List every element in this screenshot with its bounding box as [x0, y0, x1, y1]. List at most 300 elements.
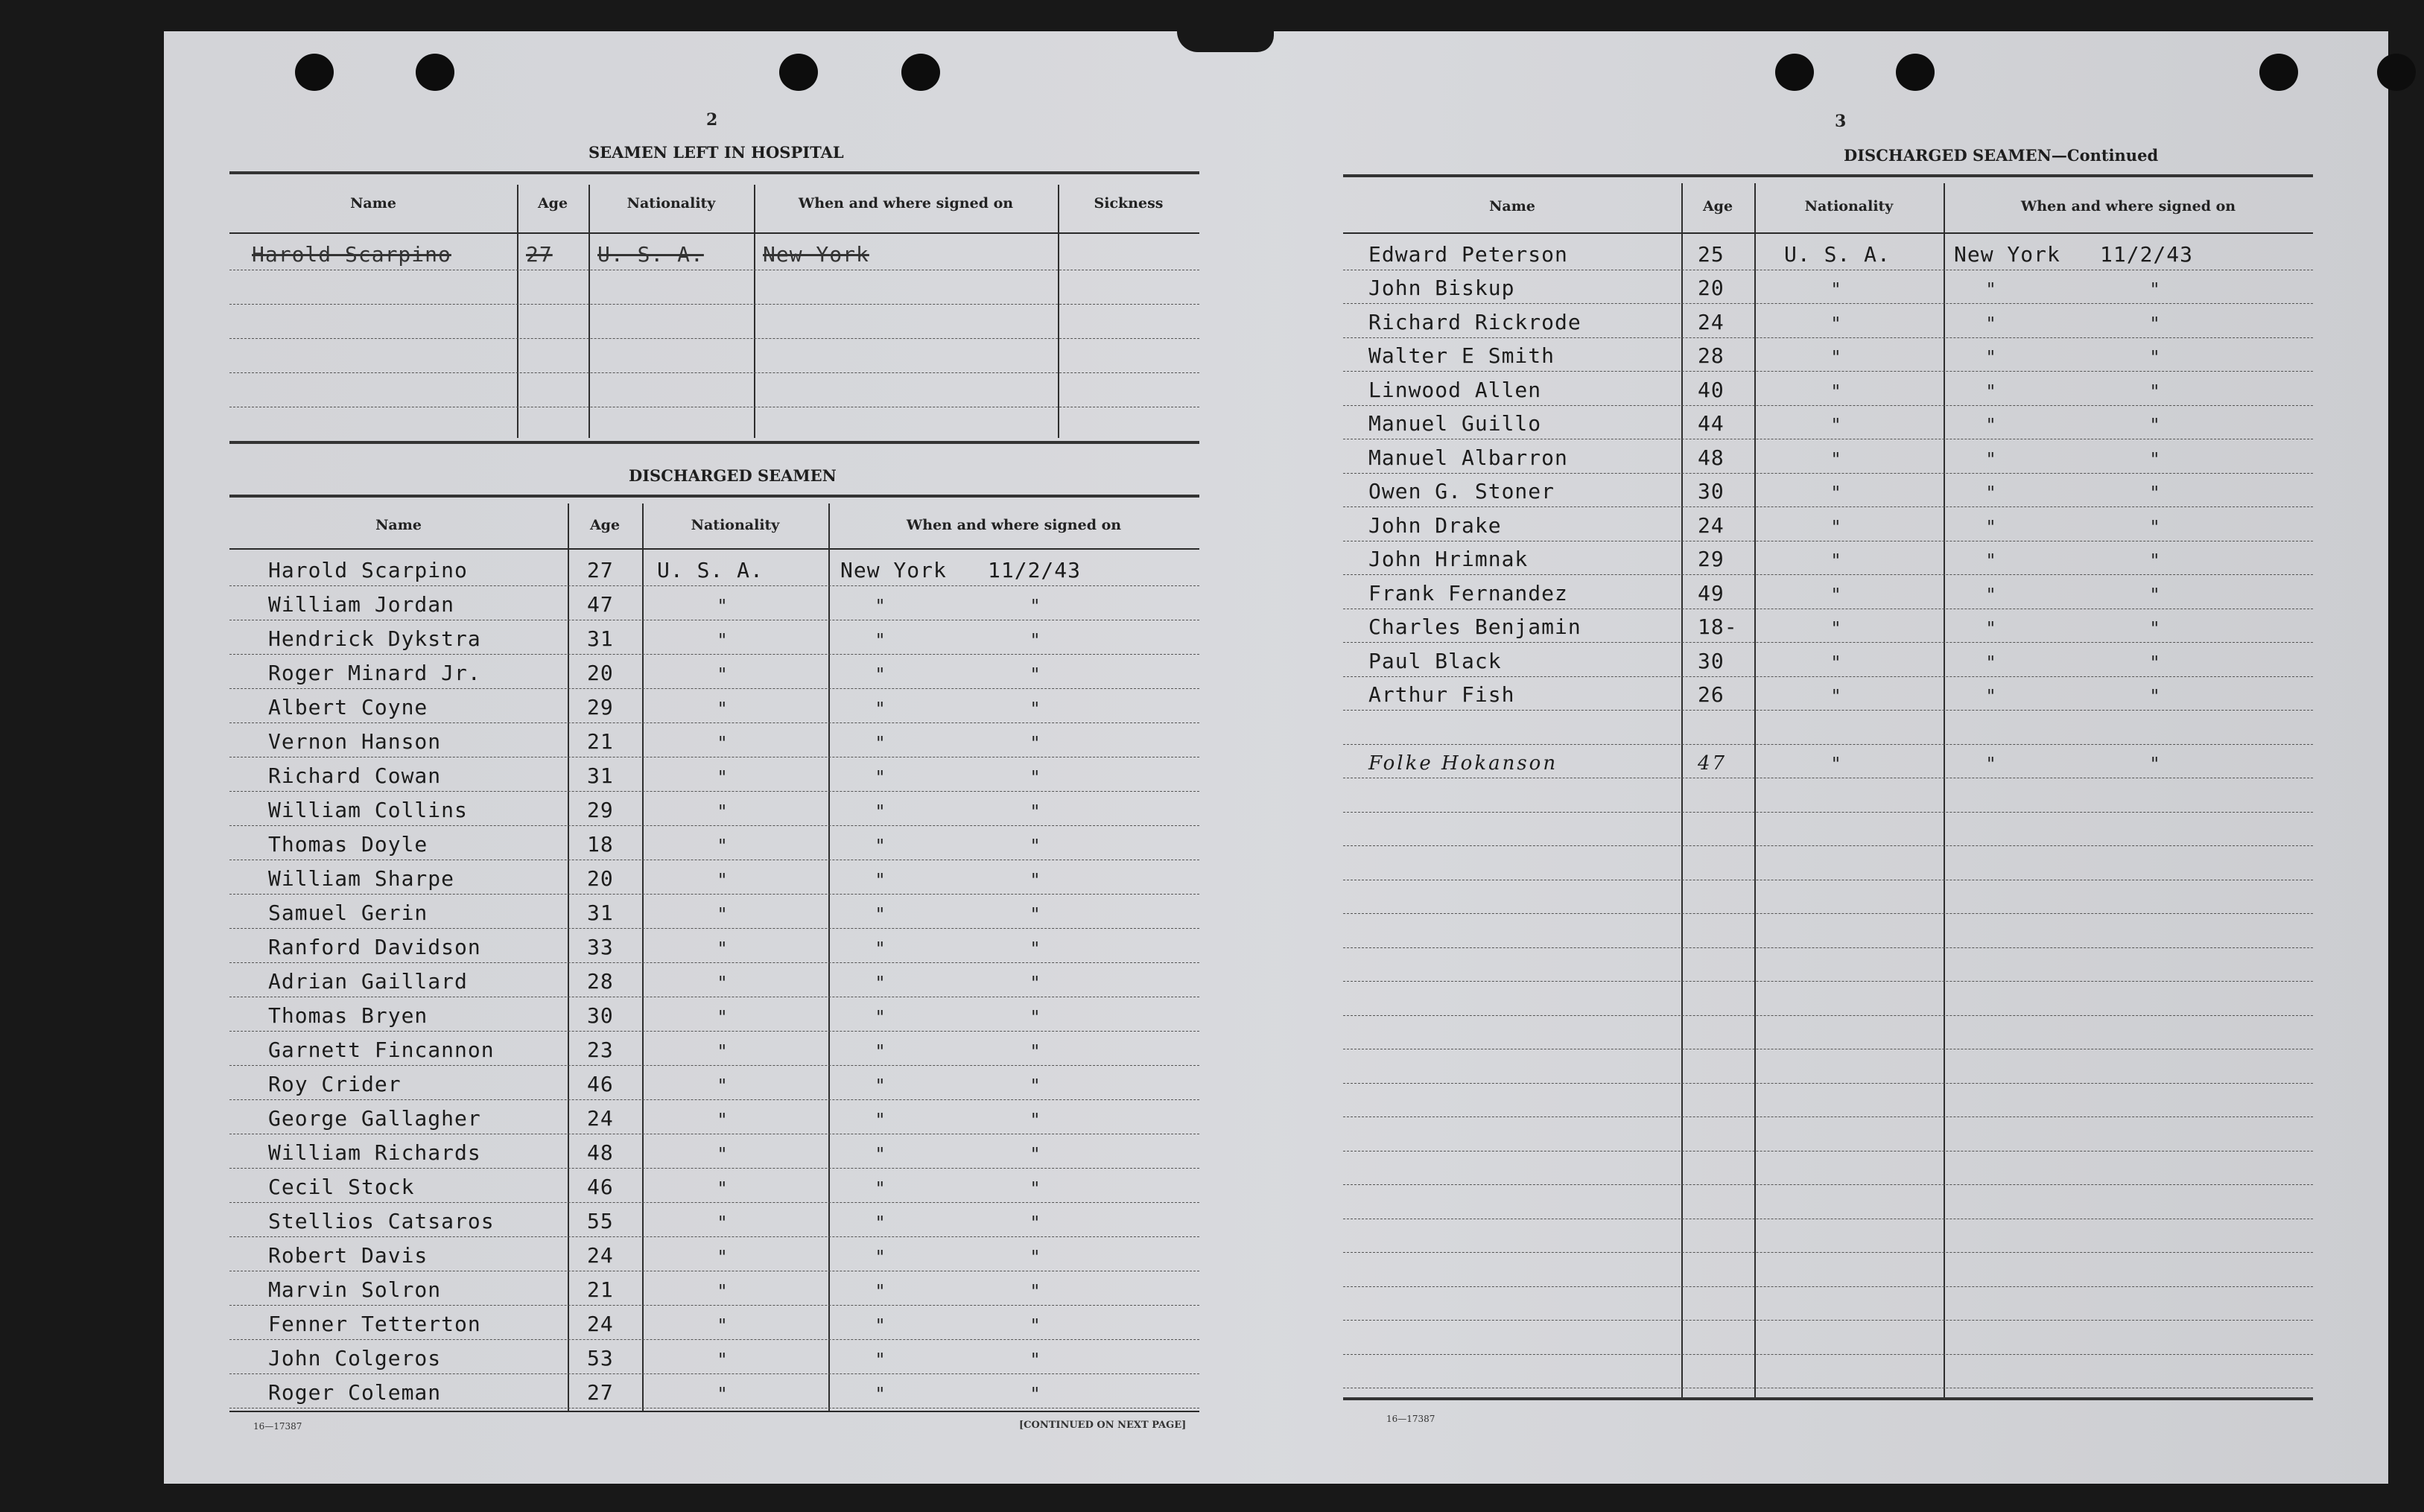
seaman-name: Owen G. Stoner — [1368, 479, 1555, 504]
signed-on-place: " — [876, 733, 886, 754]
column-header-age: Age — [1702, 198, 1733, 215]
seaman-nationality: " — [718, 596, 728, 617]
seaman-nationality: " — [718, 630, 728, 651]
seaman-nationality: U. S. A. — [597, 242, 704, 267]
seaman-age: 29 — [1698, 547, 1725, 571]
signed-on-date: " — [2151, 448, 2160, 470]
table-row — [1343, 270, 2313, 305]
signed-on-place: " — [1987, 618, 1996, 639]
table-row — [1343, 541, 2313, 576]
seaman-nationality: " — [718, 664, 728, 685]
seaman-nationality: " — [718, 1281, 728, 1302]
table-row — [229, 304, 1199, 339]
table-row — [229, 1305, 1199, 1340]
signed-on-date: 11/2/43 — [2100, 241, 2194, 267]
seaman-nationality: " — [718, 767, 728, 788]
signed-on-date: " — [2151, 754, 2160, 775]
seaman-age: 47 — [587, 592, 614, 617]
table-row — [1343, 303, 2313, 338]
signed-on-date: " — [1031, 1144, 1041, 1165]
table-row — [229, 791, 1199, 826]
seaman-nationality: " — [718, 1110, 728, 1131]
seaman-name: Richard Cowan — [268, 763, 442, 788]
signed-on-date: " — [1031, 1247, 1041, 1268]
seaman-name: Stellios Catsaros — [268, 1209, 495, 1233]
table-row — [1343, 1320, 2313, 1355]
punch-hole — [416, 54, 454, 91]
table-row — [1343, 506, 2313, 541]
signed-on-date: " — [2151, 415, 2160, 436]
scanned-document — [164, 31, 2388, 1484]
seaman-nationality: " — [718, 870, 728, 891]
punch-hole — [779, 54, 818, 91]
table-row — [229, 1271, 1199, 1306]
seaman-nationality: " — [718, 1076, 728, 1096]
seaman-name: Robert Davis — [268, 1243, 428, 1268]
seaman-age: 23 — [587, 1038, 614, 1062]
table-row — [1343, 235, 2313, 270]
signed-on-place: " — [1987, 483, 1996, 504]
seaman-age: 40 — [1698, 377, 1725, 402]
seaman-name: George Gallagher — [268, 1106, 481, 1131]
seaman-name: Harold Scarpino — [268, 558, 468, 582]
seaman-name: Thomas Bryen — [268, 1003, 428, 1028]
table-row — [1343, 676, 2313, 711]
seaman-nationality: " — [1832, 754, 1841, 775]
seaman-nationality: " — [718, 1213, 728, 1233]
paper-tear — [1177, 31, 1274, 52]
table-row — [229, 1065, 1199, 1100]
column-header-age: Age — [537, 195, 568, 212]
signed-on-date: " — [2151, 347, 2160, 368]
seaman-name: Roger Coleman — [268, 1380, 442, 1405]
punch-hole — [2377, 54, 2416, 91]
column-header-signed-on: When and where signed on — [2020, 198, 2236, 215]
signed-on-place: " — [1987, 754, 1996, 775]
table-row — [1343, 574, 2313, 609]
signed-on-place: " — [1987, 516, 1996, 538]
table-bottom-rule — [229, 1411, 1199, 1412]
table-row — [1343, 1252, 2313, 1287]
column-header-name: Name — [1489, 198, 1535, 215]
table-bottom-rule — [229, 441, 1199, 444]
signed-on-place: " — [1987, 686, 1996, 707]
seaman-age: 27 — [587, 558, 614, 582]
signed-on-place: " — [876, 1076, 886, 1096]
signed-on-date: " — [1031, 1007, 1041, 1028]
table-row — [229, 757, 1199, 792]
seaman-nationality: " — [718, 1350, 728, 1370]
signed-on-place: " — [876, 1110, 886, 1131]
seaman-name: Linwood Allen — [1368, 377, 1542, 402]
table-row — [229, 997, 1199, 1032]
left-page — [164, 31, 1276, 1484]
table-row — [229, 270, 1199, 305]
signed-on-place: " — [876, 1350, 886, 1370]
seaman-age: 44 — [1698, 411, 1725, 436]
signed-on-place: " — [876, 1144, 886, 1165]
signed-on-date: " — [1031, 1076, 1041, 1096]
column-header-signed-on: When and where signed on — [798, 195, 1014, 212]
table-row — [229, 928, 1199, 963]
signed-on-date: " — [1031, 733, 1041, 754]
seaman-nationality: " — [718, 699, 728, 720]
page-number: 2 — [706, 110, 718, 130]
signed-on-date: " — [1031, 1041, 1041, 1062]
seaman-nationality: " — [718, 836, 728, 857]
signed-on-date: " — [2151, 313, 2160, 334]
table-row — [1343, 609, 2313, 644]
signed-on-place: " — [1987, 313, 1996, 334]
seaman-name: Marvin Solron — [268, 1277, 442, 1302]
seaman-age: 29 — [587, 695, 614, 720]
seaman-name: Ranford Davidson — [268, 935, 481, 959]
discharged-table — [229, 495, 1199, 1412]
seaman-age: 47 — [1698, 752, 1727, 775]
table-row — [229, 1236, 1199, 1271]
signed-on-place: " — [1987, 347, 1996, 368]
table-row — [1343, 1083, 2313, 1118]
seaman-nationality: " — [1832, 381, 1841, 402]
seaman-age: 33 — [587, 935, 614, 959]
seaman-nationality: " — [1832, 279, 1841, 300]
seaman-age: 24 — [587, 1312, 614, 1336]
signed-on-date: " — [2151, 516, 2160, 538]
table-row — [229, 688, 1199, 723]
column-header-signed-on: When and where signed on — [906, 517, 1122, 533]
signed-on-date: " — [2151, 381, 2160, 402]
seaman-nationality: " — [718, 938, 728, 959]
table-row — [229, 1202, 1199, 1237]
signed-on-place: " — [876, 1384, 886, 1405]
seaman-age: 21 — [587, 1277, 614, 1302]
discharged-section-title: DISCHARGED SEAMEN — [629, 466, 837, 485]
seaman-nationality: " — [1832, 313, 1841, 334]
seaman-name: John Drake — [1368, 512, 1502, 538]
signed-on-place: " — [876, 1178, 886, 1199]
seaman-name: Hendrick Dykstra — [268, 626, 481, 651]
seaman-age: 48 — [587, 1140, 614, 1165]
signed-on-place: " — [876, 664, 886, 685]
table-row — [1343, 371, 2313, 406]
seaman-nationality: " — [1832, 584, 1841, 606]
seaman-nationality: " — [1832, 686, 1841, 707]
table-row — [1343, 1286, 2313, 1321]
column-header-name: Name — [350, 195, 396, 212]
signed-on-place: " — [876, 630, 886, 651]
seaman-name: Adrian Gaillard — [268, 969, 468, 994]
signed-on-date: " — [1031, 1110, 1041, 1131]
table-row — [1343, 913, 2313, 948]
signed-on-place: " — [876, 836, 886, 857]
seaman-name: Walter E Smith — [1368, 343, 1555, 368]
seaman-age: 46 — [587, 1072, 614, 1096]
seaman-age: 20 — [587, 661, 614, 685]
punch-hole — [2259, 54, 2298, 91]
seaman-age: 31 — [587, 626, 614, 651]
signed-on-date: " — [2151, 584, 2160, 606]
table-top-rule — [229, 495, 1199, 498]
signed-on-date: " — [2151, 686, 2160, 707]
signed-on-place: " — [876, 699, 886, 720]
table-row — [229, 585, 1199, 620]
table-row — [229, 1373, 1199, 1408]
seaman-name: William Sharpe — [268, 866, 455, 891]
table-row — [229, 894, 1199, 929]
right-page — [1276, 31, 2388, 1484]
seaman-age: 30 — [1698, 648, 1725, 673]
hospital-section-title: SEAMEN LEFT IN HOSPITAL — [588, 143, 844, 162]
table-row — [1343, 845, 2313, 880]
signed-on-place: " — [876, 938, 886, 959]
table-row — [1343, 981, 2313, 1016]
seaman-name: Manuel Albarron — [1368, 445, 1568, 470]
seaman-name: Garnett Fincannon — [268, 1038, 495, 1062]
seaman-nationality: " — [718, 1384, 728, 1405]
signed-on-place: " — [1987, 550, 1996, 571]
punch-hole — [901, 54, 940, 91]
signed-on-place: " — [876, 1247, 886, 1268]
column-header-age: Age — [589, 517, 621, 533]
table-row — [1343, 1015, 2313, 1050]
signed-on-place: " — [876, 767, 886, 788]
seaman-age: 30 — [1698, 479, 1725, 504]
table-row — [1343, 642, 2313, 677]
signed-on-place: " — [876, 1007, 886, 1028]
table-row — [1343, 439, 2313, 474]
signed-on-date: " — [1031, 1350, 1041, 1370]
seaman-nationality: " — [1832, 347, 1841, 368]
seaman-nationality: " — [1832, 652, 1841, 673]
signed-on-place: " — [1987, 584, 1996, 606]
table-row — [229, 1099, 1199, 1134]
table-row — [1343, 1116, 2313, 1152]
signed-on-place: " — [1987, 279, 1996, 300]
seaman-name: Edward Peterson — [1368, 241, 1568, 267]
signed-on-place: " — [876, 973, 886, 994]
table-row — [229, 1168, 1199, 1203]
seaman-age: 27 — [526, 242, 553, 267]
discharged-continued-title: DISCHARGED SEAMEN—Continued — [1844, 146, 2159, 165]
seaman-age: 28 — [587, 969, 614, 994]
seaman-name: Harold Scarpino — [252, 242, 451, 267]
seaman-age: 20 — [587, 866, 614, 891]
header-rule — [229, 548, 1199, 550]
signed-on-place: " — [876, 801, 886, 822]
signed-on-date: " — [2151, 652, 2160, 673]
signed-on-date: " — [1031, 870, 1041, 891]
signed-on-place: " — [876, 596, 886, 617]
signed-on-place: " — [876, 1041, 886, 1062]
signed-on-date: " — [1031, 1315, 1041, 1336]
seaman-age: 31 — [587, 900, 614, 925]
seaman-name: Samuel Gerin — [268, 900, 428, 925]
seaman-nationality: " — [718, 1007, 728, 1028]
seaman-name: William Jordan — [268, 592, 455, 617]
seaman-nationality: " — [718, 1144, 728, 1165]
seaman-nationality: " — [1832, 415, 1841, 436]
table-row — [229, 825, 1199, 860]
seaman-name: John Hrimnak — [1368, 547, 1529, 571]
table-row — [229, 654, 1199, 689]
seaman-name: John Biskup — [1368, 276, 1515, 300]
form-code: 16—17387 — [253, 1421, 302, 1432]
signed-on-place: " — [876, 870, 886, 891]
table-row — [1343, 1184, 2313, 1219]
signed-on-place: " — [876, 1281, 886, 1302]
seaman-nationality: " — [718, 1315, 728, 1336]
seaman-name: Vernon Hanson — [268, 729, 442, 754]
seaman-name: Fenner Tetterton — [268, 1312, 481, 1336]
table-row — [229, 962, 1199, 997]
seaman-age: 49 — [1698, 580, 1725, 606]
page-number: 3 — [1835, 112, 1847, 131]
table-row — [229, 235, 1199, 270]
seaman-name: Manuel Guillo — [1368, 411, 1542, 436]
signed-on-place: " — [1987, 415, 1996, 436]
table-row — [1343, 337, 2313, 372]
table-row — [1343, 812, 2313, 847]
seaman-name: William Collins — [268, 798, 468, 822]
table-row — [229, 1031, 1199, 1066]
table-row — [229, 860, 1199, 895]
signed-on-date: " — [1031, 664, 1041, 685]
seaman-nationality: " — [718, 1247, 728, 1268]
seaman-age: 25 — [1698, 241, 1725, 267]
seaman-age: 46 — [587, 1175, 614, 1199]
signed-on-date: " — [1031, 1281, 1041, 1302]
seaman-age: 30 — [587, 1003, 614, 1028]
seaman-age: 24 — [1698, 309, 1725, 334]
column-header-nationality: Nationality — [1804, 198, 1894, 215]
table-row — [229, 407, 1199, 442]
table-row — [229, 722, 1199, 757]
seaman-name: Roy Crider — [268, 1072, 402, 1096]
signed-on-date: " — [1031, 973, 1041, 994]
seaman-name: Roger Minard Jr. — [268, 661, 481, 685]
table-row — [229, 1339, 1199, 1374]
signed-on-date: " — [1031, 836, 1041, 857]
seaman-age: 21 — [587, 729, 614, 754]
header-rule — [229, 232, 1199, 234]
signed-on-date: " — [1031, 904, 1041, 925]
seaman-nationality: " — [718, 733, 728, 754]
column-header-nationality: Nationality — [691, 517, 780, 533]
signed-on-place: " — [876, 1315, 886, 1336]
punch-hole — [1775, 54, 1814, 91]
seaman-age: 28 — [1698, 343, 1725, 368]
signed-on-place: New York — [1954, 241, 2060, 267]
table-row — [229, 551, 1199, 586]
signed-on-date: " — [1031, 630, 1041, 651]
seaman-name: Thomas Doyle — [268, 832, 428, 857]
seaman-age: 48 — [1698, 445, 1725, 470]
table-row — [1343, 778, 2313, 813]
seaman-name: Albert Coyne — [268, 695, 428, 720]
seaman-name: Richard Rickrode — [1368, 309, 1581, 334]
seaman-name: Paul Black — [1368, 648, 1502, 673]
signed-on-date: " — [1031, 1384, 1041, 1405]
signed-on-date: " — [1031, 1178, 1041, 1199]
seaman-name: William Richards — [268, 1140, 481, 1165]
signed-on-date: " — [2151, 279, 2160, 300]
table-row — [229, 372, 1199, 407]
signed-on-date: " — [2151, 618, 2160, 639]
table-row — [229, 620, 1199, 655]
signed-on-date: " — [2151, 550, 2160, 571]
table-row — [1343, 473, 2313, 508]
table-row — [229, 1134, 1199, 1169]
table-row — [1343, 405, 2313, 440]
punch-hole — [295, 54, 334, 91]
signed-on-place: " — [1987, 652, 1996, 673]
seaman-name: Folke Hokanson — [1368, 752, 1558, 775]
signed-on-date: " — [1031, 801, 1041, 822]
seaman-nationality: " — [718, 904, 728, 925]
discharged-continued-table — [1343, 174, 2313, 1403]
seaman-nationality: " — [1832, 618, 1841, 639]
signed-on-place: New York — [840, 558, 947, 582]
signed-on-date: " — [1031, 596, 1041, 617]
table-row — [1343, 710, 2313, 745]
seaman-nationality: " — [718, 1178, 728, 1199]
continued-note: [CONTINUED ON NEXT PAGE] — [1019, 1420, 1187, 1431]
seaman-name: Charles Benjamin — [1368, 614, 1581, 639]
table-bottom-rule — [1343, 1397, 2313, 1400]
seaman-age: 24 — [587, 1106, 614, 1131]
column-header-nationality: Nationality — [626, 195, 716, 212]
signed-on-date: 11/2/43 — [988, 558, 1082, 582]
table-row — [1343, 947, 2313, 982]
table-row — [229, 338, 1199, 373]
seaman-nationality: U. S. A. — [657, 558, 764, 582]
signed-on-place: " — [876, 1213, 886, 1233]
signed-on-date: " — [2151, 483, 2160, 504]
seaman-nationality: U. S. A. — [1784, 241, 1891, 267]
seaman-nationality: " — [1832, 483, 1841, 504]
form-code: 16—17387 — [1386, 1414, 1435, 1424]
seaman-age: 31 — [587, 763, 614, 788]
seaman-nationality: " — [718, 1041, 728, 1062]
seaman-age: 27 — [587, 1380, 614, 1405]
hospital-table — [229, 171, 1199, 447]
table-top-rule — [229, 171, 1199, 174]
seaman-name: John Colgeros — [268, 1346, 442, 1370]
table-row — [1343, 1354, 2313, 1389]
seaman-name: Arthur Fish — [1368, 682, 1515, 707]
seaman-age: 20 — [1698, 276, 1725, 300]
table-row — [1343, 880, 2313, 915]
signed-on-date: " — [1031, 938, 1041, 959]
column-header-sickness: Sickness — [1094, 195, 1164, 212]
seaman-nationality: " — [718, 973, 728, 994]
signed-on: New York — [763, 242, 869, 267]
punch-hole — [1896, 54, 1935, 91]
table-row — [1343, 1151, 2313, 1186]
header-rule — [1343, 232, 2313, 234]
seaman-age: 18- — [1698, 614, 1738, 639]
signed-on-date: " — [1031, 767, 1041, 788]
column-header-name: Name — [375, 517, 422, 533]
seaman-age: 53 — [587, 1346, 614, 1370]
seaman-age: 29 — [587, 798, 614, 822]
signed-on-place: " — [876, 904, 886, 925]
seaman-age: 55 — [587, 1209, 614, 1233]
seaman-age: 26 — [1698, 682, 1725, 707]
signed-on-date: " — [1031, 699, 1041, 720]
seaman-nationality: " — [1832, 448, 1841, 470]
seaman-nationality: " — [1832, 550, 1841, 571]
